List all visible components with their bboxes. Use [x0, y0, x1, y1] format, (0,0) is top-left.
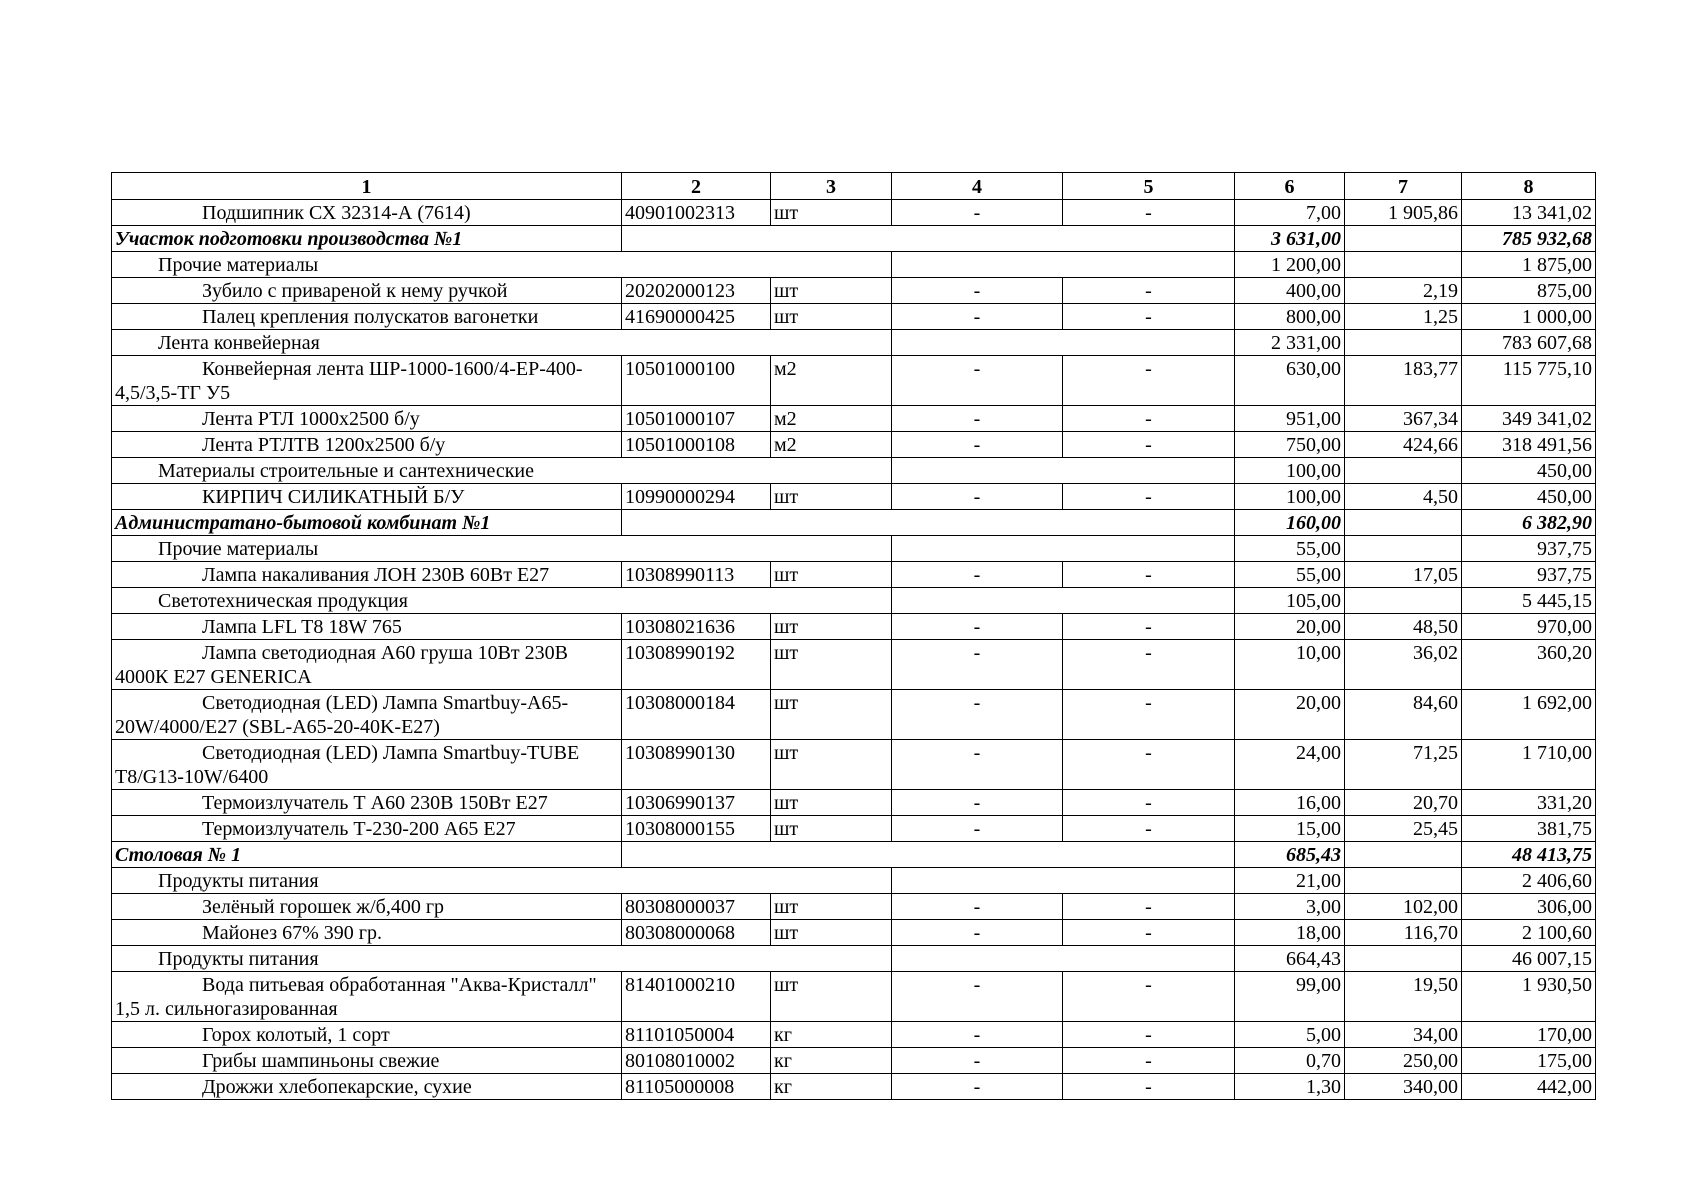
item-row: [112, 790, 1596, 816]
item-name: Лампа LFL T8 18W 765: [112, 614, 622, 640]
item-name: Зелёный горошек ж/б,400 гр: [112, 894, 622, 920]
item-name: Лампа накаливания ЛОН 230В 60Вт Е27: [112, 562, 622, 588]
item-col4: -: [892, 484, 1063, 510]
item-row: [112, 920, 1596, 946]
item-quantity: 18,00: [1235, 920, 1345, 946]
item-name: Лампа светодиодная А60 груша 10Вт 230В 4000К Е27 GENERICA: [112, 640, 622, 690]
item-row: [112, 1074, 1596, 1100]
item-row: [112, 640, 1596, 690]
item-quantity: 99,00: [1235, 972, 1345, 1022]
group-name: Прочие материалы: [112, 536, 892, 562]
item-col4: -: [892, 356, 1063, 406]
section-sum: 6 382,90: [1462, 510, 1596, 536]
item-row: [112, 432, 1596, 458]
item-row: [112, 690, 1596, 740]
item-unit: м2: [771, 356, 892, 406]
item-name: Термоизлучатель Т А60 230В 150Вт Е27: [112, 790, 622, 816]
item-col4: -: [892, 1048, 1063, 1074]
column-header: 7: [1345, 173, 1462, 200]
item-code: 20202000123: [622, 278, 771, 304]
item-col4: -: [892, 920, 1063, 946]
item-quantity: 55,00: [1235, 562, 1345, 588]
item-row: [112, 200, 1596, 226]
section-sum: 48 413,75: [1462, 842, 1596, 868]
item-quantity: 1,30: [1235, 1074, 1345, 1100]
item-col5: -: [1063, 562, 1235, 588]
item-col5: -: [1063, 304, 1235, 330]
group-quantity: 1 200,00: [1235, 252, 1345, 278]
section-quantity: 3 631,00: [1235, 226, 1345, 252]
item-col5: -: [1063, 484, 1235, 510]
item-code: 10308990192: [622, 640, 771, 690]
item-col4: -: [892, 406, 1063, 432]
item-quantity: 20,00: [1235, 690, 1345, 740]
item-col4: -: [892, 200, 1063, 226]
item-code: 10501000107: [622, 406, 771, 432]
item-row: [112, 304, 1596, 330]
item-sum: 318 491,56: [1462, 432, 1596, 458]
item-unit: шт: [771, 614, 892, 640]
column-header: 2: [622, 173, 771, 200]
group-row: [112, 588, 1596, 614]
item-quantity: 800,00: [1235, 304, 1345, 330]
item-quantity: 400,00: [1235, 278, 1345, 304]
section-quantity: 160,00: [1235, 510, 1345, 536]
item-price: 84,60: [1345, 690, 1462, 740]
table-body: [112, 200, 1596, 1100]
item-price: 1,25: [1345, 304, 1462, 330]
item-unit: кг: [771, 1022, 892, 1048]
item-name: Дрожжи хлебопекарские, сухие: [112, 1074, 622, 1100]
group-row: [112, 330, 1596, 356]
item-row: [112, 1048, 1596, 1074]
group-sum: 937,75: [1462, 536, 1596, 562]
item-col4: -: [892, 562, 1063, 588]
item-unit: шт: [771, 816, 892, 842]
item-price: 2,19: [1345, 278, 1462, 304]
section-row: [112, 226, 1596, 252]
item-col5: -: [1063, 894, 1235, 920]
item-code: 10306990137: [622, 790, 771, 816]
item-name: КИРПИЧ СИЛИКАТНЫЙ Б/У: [112, 484, 622, 510]
item-code: 80308000068: [622, 920, 771, 946]
item-row: [112, 1022, 1596, 1048]
item-name: Лента РТЛ 1000х2500 б/у: [112, 406, 622, 432]
item-quantity: 24,00: [1235, 740, 1345, 790]
item-price: 19,50: [1345, 972, 1462, 1022]
item-sum: 1 930,50: [1462, 972, 1596, 1022]
materials-table: [111, 172, 1596, 1100]
group-quantity: 664,43: [1235, 946, 1345, 972]
section-empty: [622, 842, 1235, 868]
item-code: 10308021636: [622, 614, 771, 640]
item-name: Светодиодная (LED) Лампа Smartbuy-TUBE T8/G13-10W/6400: [112, 740, 622, 790]
item-price: 4,50: [1345, 484, 1462, 510]
item-code: 10990000294: [622, 484, 771, 510]
item-code: 80108010002: [622, 1048, 771, 1074]
item-name: Вода питьевая обработанная "Аква-Кристалл" 1,5 л. сильногазированная: [112, 972, 622, 1022]
item-quantity: 7,00: [1235, 200, 1345, 226]
item-row: [112, 484, 1596, 510]
item-price: 367,34: [1345, 406, 1462, 432]
item-unit: шт: [771, 562, 892, 588]
item-col5: -: [1063, 406, 1235, 432]
item-name: Лента РТЛТВ 1200х2500 б/у: [112, 432, 622, 458]
item-sum: 1 710,00: [1462, 740, 1596, 790]
column-header: 5: [1063, 173, 1235, 200]
group-name: Продукты питания: [112, 868, 892, 894]
group-quantity: 105,00: [1235, 588, 1345, 614]
item-sum: 115 775,10: [1462, 356, 1596, 406]
item-quantity: 100,00: [1235, 484, 1345, 510]
group-name: Светотехническая продукция: [112, 588, 892, 614]
item-col5: -: [1063, 690, 1235, 740]
section-row: [112, 842, 1596, 868]
group-empty: [892, 252, 1235, 278]
item-col4: -: [892, 816, 1063, 842]
item-col4: -: [892, 790, 1063, 816]
section-empty: [1345, 842, 1462, 868]
item-quantity: 630,00: [1235, 356, 1345, 406]
item-col5: -: [1063, 816, 1235, 842]
group-quantity: 55,00: [1235, 536, 1345, 562]
group-empty: [1345, 868, 1462, 894]
group-quantity: 21,00: [1235, 868, 1345, 894]
item-quantity: 15,00: [1235, 816, 1345, 842]
group-empty: [892, 458, 1235, 484]
item-unit: кг: [771, 1048, 892, 1074]
item-code: 10308000155: [622, 816, 771, 842]
item-sum: 13 341,02: [1462, 200, 1596, 226]
item-col5: -: [1063, 432, 1235, 458]
item-row: [112, 740, 1596, 790]
item-unit: кг: [771, 1074, 892, 1100]
item-unit: шт: [771, 790, 892, 816]
item-col5: -: [1063, 640, 1235, 690]
item-sum: 1 692,00: [1462, 690, 1596, 740]
group-sum: 783 607,68: [1462, 330, 1596, 356]
section-row: [112, 510, 1596, 536]
item-col5: -: [1063, 1022, 1235, 1048]
group-row: [112, 252, 1596, 278]
item-code: 81105000008: [622, 1074, 771, 1100]
item-price: 34,00: [1345, 1022, 1462, 1048]
item-row: [112, 278, 1596, 304]
group-empty: [1345, 458, 1462, 484]
group-sum: 5 445,15: [1462, 588, 1596, 614]
item-col4: -: [892, 432, 1063, 458]
section-name: Администратано-бытовой комбинат №1: [112, 510, 622, 536]
item-row: [112, 972, 1596, 1022]
item-row: [112, 356, 1596, 406]
item-unit: м2: [771, 406, 892, 432]
item-col4: -: [892, 972, 1063, 1022]
item-col5: -: [1063, 356, 1235, 406]
item-quantity: 750,00: [1235, 432, 1345, 458]
item-quantity: 3,00: [1235, 894, 1345, 920]
item-unit: шт: [771, 690, 892, 740]
item-quantity: 0,70: [1235, 1048, 1345, 1074]
item-row: [112, 894, 1596, 920]
column-header: 8: [1462, 173, 1596, 200]
item-unit: шт: [771, 200, 892, 226]
column-header: 4: [892, 173, 1063, 200]
item-col4: -: [892, 640, 1063, 690]
group-empty: [1345, 330, 1462, 356]
item-row: [112, 614, 1596, 640]
item-unit: шт: [771, 484, 892, 510]
group-name: Прочие материалы: [112, 252, 892, 278]
group-name: Лента конвейерная: [112, 330, 892, 356]
item-col4: -: [892, 304, 1063, 330]
group-empty: [892, 946, 1235, 972]
column-number-row: [112, 173, 1596, 200]
item-sum: 1 000,00: [1462, 304, 1596, 330]
group-empty: [1345, 588, 1462, 614]
item-name: Зубило с привареной к нему ручкой: [112, 278, 622, 304]
item-price: 36,02: [1345, 640, 1462, 690]
section-sum: 785 932,68: [1462, 226, 1596, 252]
section-empty: [1345, 510, 1462, 536]
item-code: 10308990130: [622, 740, 771, 790]
item-price: 340,00: [1345, 1074, 1462, 1100]
item-col5: -: [1063, 790, 1235, 816]
item-row: [112, 406, 1596, 432]
item-name: Палец крепления полускатов вагонетки: [112, 304, 622, 330]
section-quantity: 685,43: [1235, 842, 1345, 868]
item-unit: шт: [771, 972, 892, 1022]
item-row: [112, 562, 1596, 588]
item-code: 10308990113: [622, 562, 771, 588]
item-price: 17,05: [1345, 562, 1462, 588]
item-name: Конвейерная лента ШР-1000-1600/4-ЕР-400-4,5/3,5-ТГ У5: [112, 356, 622, 406]
section-name: Участок подготовки производства №1: [112, 226, 622, 252]
item-code: 81401000210: [622, 972, 771, 1022]
group-row: [112, 868, 1596, 894]
item-col5: -: [1063, 278, 1235, 304]
item-sum: 2 100,60: [1462, 920, 1596, 946]
item-code: 10501000100: [622, 356, 771, 406]
group-sum: 1 875,00: [1462, 252, 1596, 278]
item-quantity: 5,00: [1235, 1022, 1345, 1048]
item-price: 25,45: [1345, 816, 1462, 842]
item-unit: шт: [771, 740, 892, 790]
item-price: 48,50: [1345, 614, 1462, 640]
item-unit: шт: [771, 894, 892, 920]
item-col5: -: [1063, 1074, 1235, 1100]
item-name: Грибы шампиньоны свежие: [112, 1048, 622, 1074]
item-code: 10308000184: [622, 690, 771, 740]
item-price: 116,70: [1345, 920, 1462, 946]
item-sum: 450,00: [1462, 484, 1596, 510]
item-price: 250,00: [1345, 1048, 1462, 1074]
group-sum: 450,00: [1462, 458, 1596, 484]
item-code: 80308000037: [622, 894, 771, 920]
item-col5: -: [1063, 972, 1235, 1022]
item-col4: -: [892, 690, 1063, 740]
group-quantity: 2 331,00: [1235, 330, 1345, 356]
group-empty: [892, 868, 1235, 894]
item-col4: -: [892, 740, 1063, 790]
item-price: 183,77: [1345, 356, 1462, 406]
item-sum: 306,00: [1462, 894, 1596, 920]
column-header: 3: [771, 173, 892, 200]
item-name: Майонез 67% 390 гр.: [112, 920, 622, 946]
section-empty: [1345, 226, 1462, 252]
item-unit: шт: [771, 920, 892, 946]
item-col5: -: [1063, 200, 1235, 226]
item-unit: шт: [771, 278, 892, 304]
section-empty: [622, 226, 1235, 252]
item-sum: 331,20: [1462, 790, 1596, 816]
item-name: Термоизлучатель Т-230-200 А65 Е27: [112, 816, 622, 842]
item-sum: 442,00: [1462, 1074, 1596, 1100]
item-quantity: 20,00: [1235, 614, 1345, 640]
item-price: 20,70: [1345, 790, 1462, 816]
item-col4: -: [892, 278, 1063, 304]
item-col4: -: [892, 1022, 1063, 1048]
item-price: 424,66: [1345, 432, 1462, 458]
item-price: 1 905,86: [1345, 200, 1462, 226]
item-sum: 349 341,02: [1462, 406, 1596, 432]
group-empty: [1345, 252, 1462, 278]
item-sum: 970,00: [1462, 614, 1596, 640]
item-col5: -: [1063, 614, 1235, 640]
group-empty: [892, 588, 1235, 614]
item-code: 41690000425: [622, 304, 771, 330]
item-col4: -: [892, 894, 1063, 920]
item-quantity: 10,00: [1235, 640, 1345, 690]
group-empty: [892, 330, 1235, 356]
section-empty: [622, 510, 1235, 536]
item-sum: 875,00: [1462, 278, 1596, 304]
section-name: Столовая № 1: [112, 842, 622, 868]
item-code: 10501000108: [622, 432, 771, 458]
item-quantity: 951,00: [1235, 406, 1345, 432]
group-quantity: 100,00: [1235, 458, 1345, 484]
item-col5: -: [1063, 740, 1235, 790]
group-sum: 2 406,60: [1462, 868, 1596, 894]
group-row: [112, 458, 1596, 484]
item-code: 81101050004: [622, 1022, 771, 1048]
item-price: 102,00: [1345, 894, 1462, 920]
item-unit: шт: [771, 640, 892, 690]
item-col4: -: [892, 614, 1063, 640]
item-sum: 381,75: [1462, 816, 1596, 842]
item-name: Горох колотый, 1 сорт: [112, 1022, 622, 1048]
item-col5: -: [1063, 920, 1235, 946]
item-code: 40901002313: [622, 200, 771, 226]
group-name: Материалы строительные и сантехнические: [112, 458, 892, 484]
item-sum: 937,75: [1462, 562, 1596, 588]
column-header: 1: [112, 173, 622, 200]
item-col5: -: [1063, 1048, 1235, 1074]
group-name: Продукты питания: [112, 946, 892, 972]
item-row: [112, 816, 1596, 842]
item-col4: -: [892, 1074, 1063, 1100]
item-unit: м2: [771, 432, 892, 458]
item-sum: 360,20: [1462, 640, 1596, 690]
group-row: [112, 536, 1596, 562]
item-sum: 170,00: [1462, 1022, 1596, 1048]
item-unit: шт: [771, 304, 892, 330]
item-name: Подшипник СХ 32314-А (7614): [112, 200, 622, 226]
column-header: 6: [1235, 173, 1345, 200]
group-empty: [1345, 946, 1462, 972]
item-name: Светодиодная (LED) Лампа Smartbuy-A65-20W/4000/E27 (SBL-A65-20-40K-E27): [112, 690, 622, 740]
item-quantity: 16,00: [1235, 790, 1345, 816]
group-row: [112, 946, 1596, 972]
item-sum: 175,00: [1462, 1048, 1596, 1074]
group-empty: [1345, 536, 1462, 562]
group-sum: 46 007,15: [1462, 946, 1596, 972]
group-empty: [892, 536, 1235, 562]
item-price: 71,25: [1345, 740, 1462, 790]
